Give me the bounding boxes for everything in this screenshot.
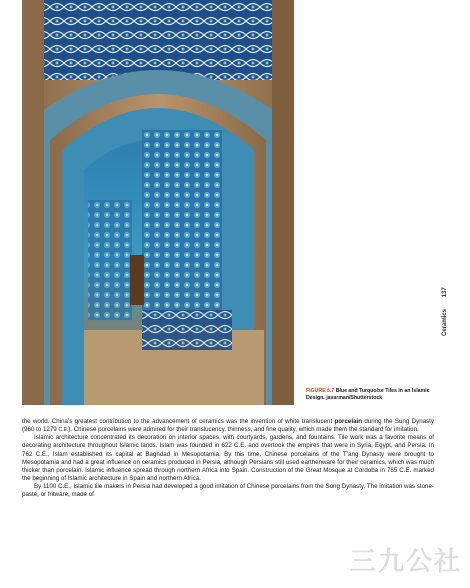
- paragraph-2: Islamic architecture concentrated its decoration on interior spaces, with courtyards, gardens, and fountains. Tile work was a favorite means of decorating architecture throughout Islamic lands. Islam was founded in 622 C.E. and overtook the empires that were in Syria, Egypt, and Persia. In 762 C.E., Islam established its capital at Baghdad in Mesopotamia. By this time, Chinese porcelains of the T’ang Dynasty were brought to Mesopotamia and had a great influence on ceramics produced in Persia, although Persians still used earthenware for their ceramics, which was much thicker than porcelain. Islamic influence spread through northern Africa into Spain. Construction of the Great Mosque at Cordoba in 785 C.E. marked the beginning of Islamic architecture in Spain and northern Africa.: [22, 434, 434, 483]
- paragraph-1: the world. China’s greatest contribution to the advancement of ceramics was the invention of white translucent porcelain during the Sung Dynasty (960 to 1279 C.E.). Chinese porcelains were admired for their translucency, thinness, and fine quality, which made them the standard for imitation.: [22, 418, 434, 434]
- figure-number: FIGURE 8.7: [306, 388, 335, 394]
- watermark: 三九公社: [349, 546, 462, 576]
- figure-title: Blue and Turquoise Tiles in an Islamic Design.: [306, 388, 430, 401]
- tile-archway-photo: [22, 0, 294, 405]
- page-number: 137: [442, 287, 448, 298]
- section-title: Ceramics: [442, 308, 448, 336]
- running-head: [432, 287, 470, 336]
- figure-credit: javarman/Shutterstock: [326, 395, 383, 401]
- figure-caption: [306, 388, 436, 402]
- paragraph-3: By 1100 C.E., Islamic tile makers in Persia had developed a good imitation of Chinese porcelains from the Song Dynasty. The imitation was stone-paste, or fritware, made of: [22, 483, 434, 499]
- key-term: porcelain: [334, 418, 363, 425]
- body-text: [22, 418, 434, 500]
